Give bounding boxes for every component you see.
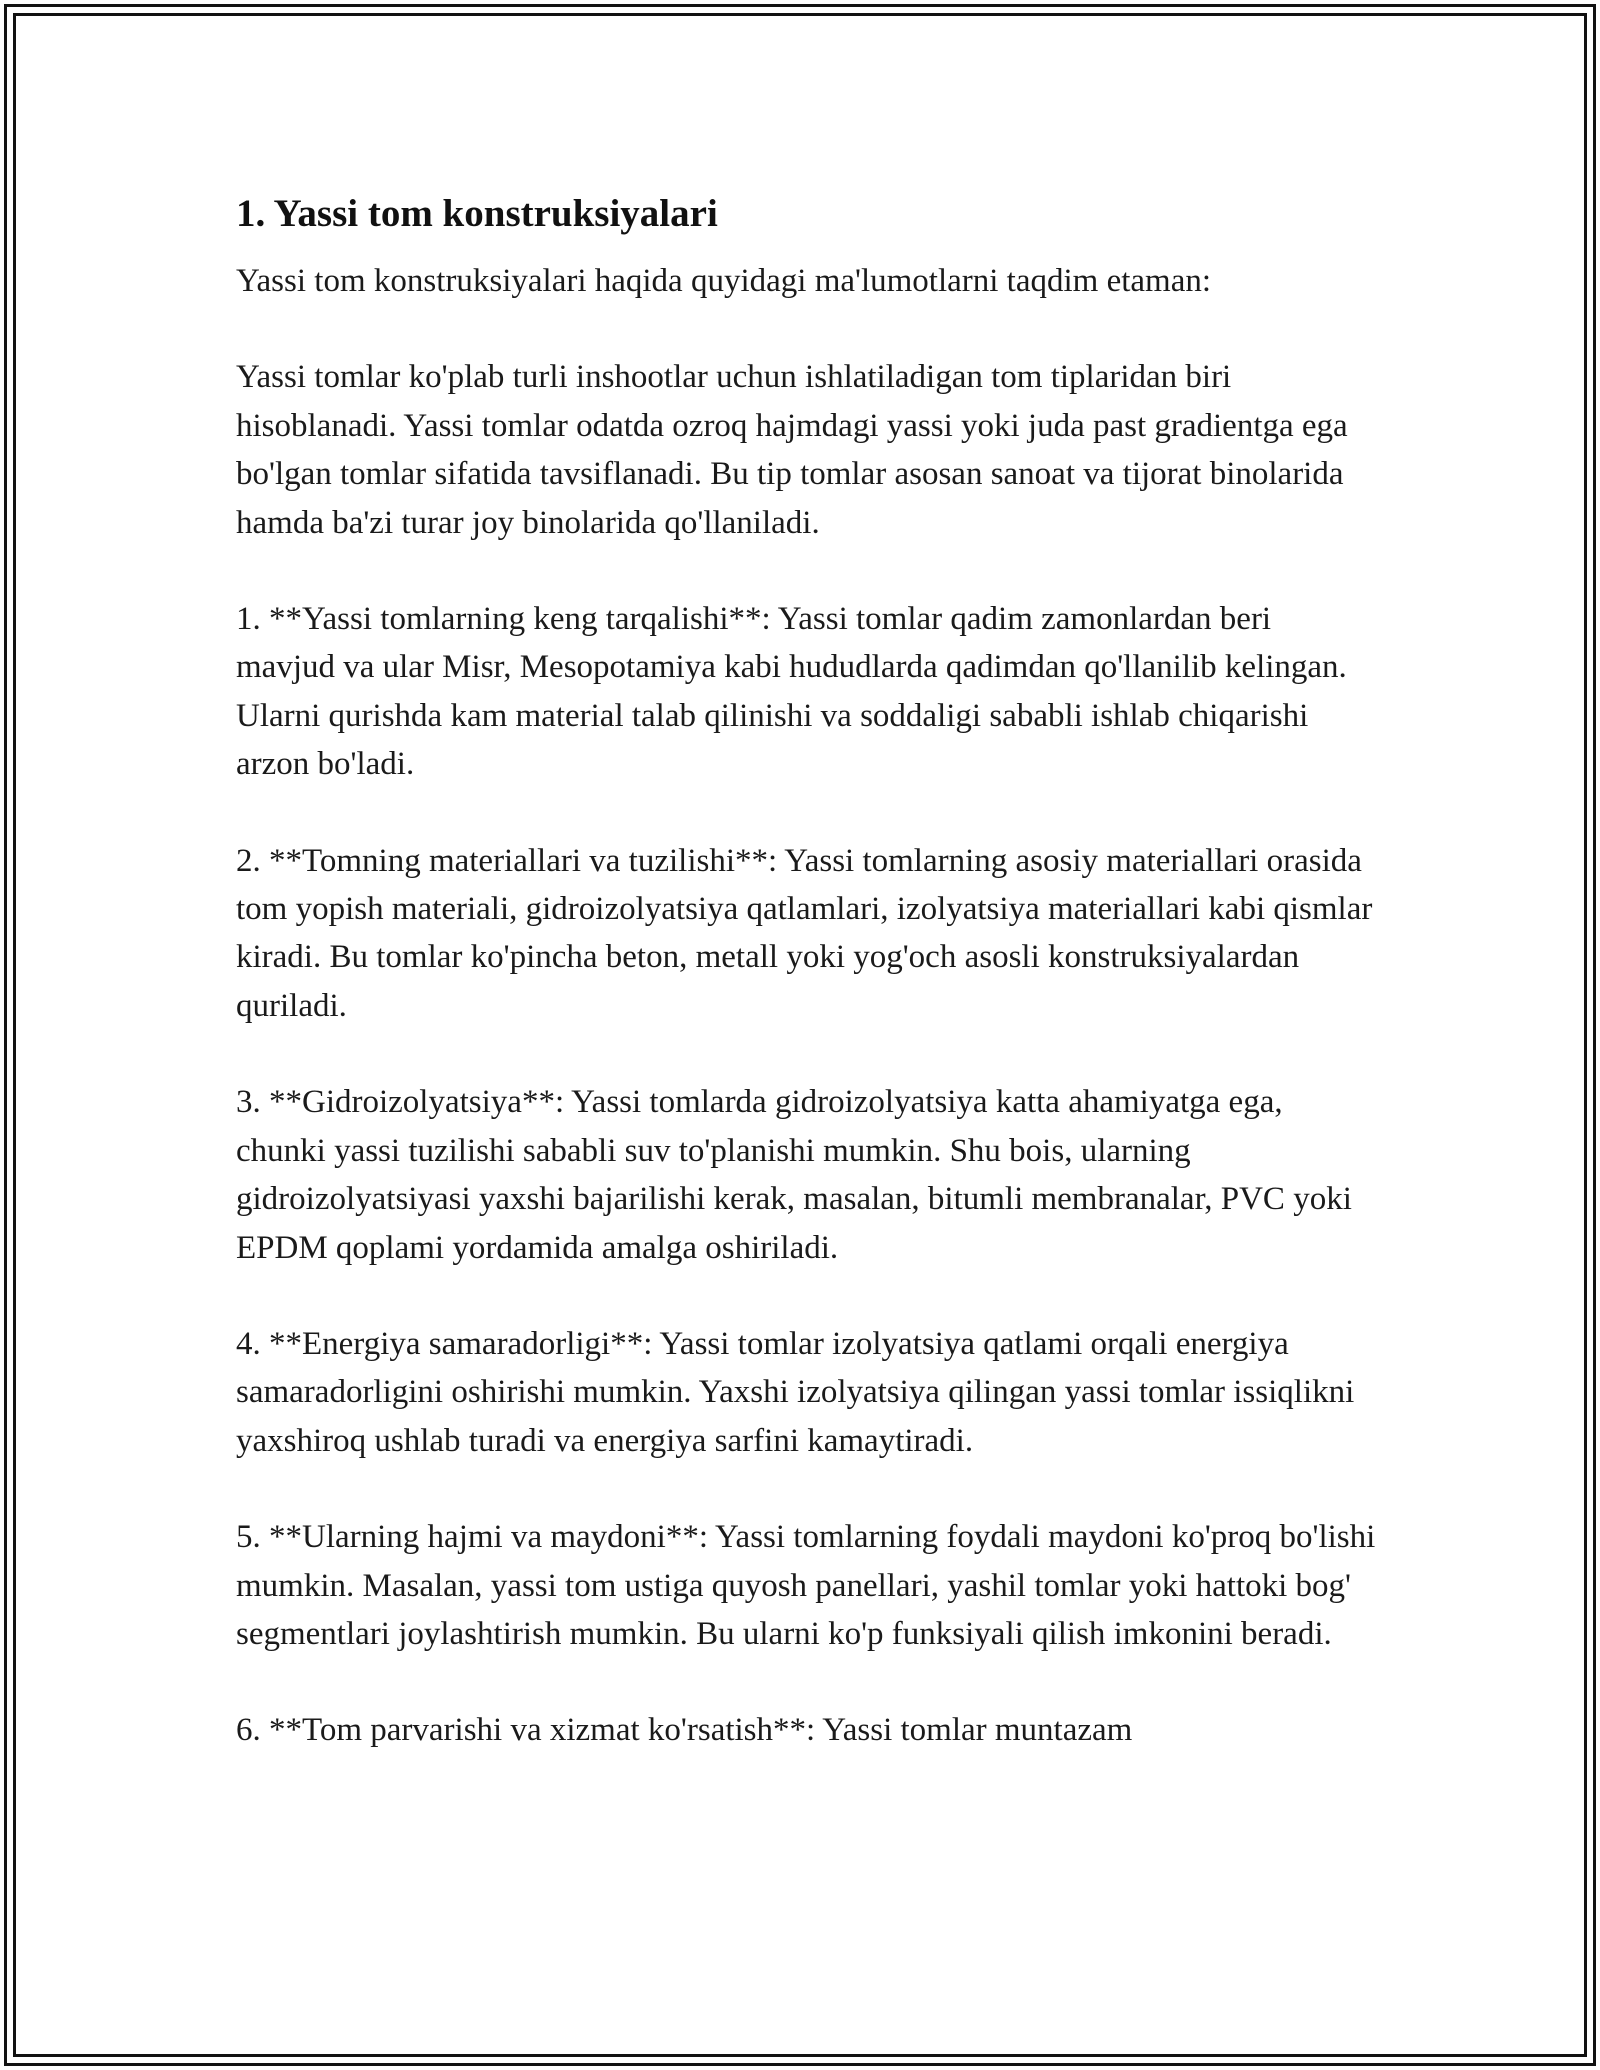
paragraph-item-1: 1. **Yassi tomlarning keng tarqalishi**: Yassi tomlar qadim zamonlardan beri mavjud va ular Misr, Mesopotamiya kabi hududlarda qadimdan qo'llanilib kelingan. Ularni qurishda kam material talab qilinishi va soddaligi sababli ishlab chiqarishi arzon bo'ladi. bbox=[236, 601, 1347, 783]
document-body bbox=[236, 186, 1376, 1755]
paragraph-overview: Yassi tomlar ko'plab turli inshootlar uchun ishlatiladigan tom tiplaridan biri hisoblanadi. Yassi tomlar odatda ozroq hajmdagi yassi yoki juda past gradientga ega bo'lgan tomlar sifatida tavsiflanadi. Bu tip tomlar asosan sanoat va tijorat binolarida hamda ba'zi turar joy binolarida qo'llaniladi. bbox=[236, 359, 1348, 541]
paragraph-item-3: 3. **Gidroizolyatsiya**: Yassi tomlarda gidroizolyatsiya katta ahamiyatga ega, chunki yassi tuzilishi sababli suv to'planishi mumkin. Shu bois, ularning gidroizolyatsiyasi yaxshi bajarilishi kerak, masalan, bitumli membranalar, PVC yoki EPDM qoplami yordamida amalga oshiriladi. bbox=[236, 1084, 1352, 1266]
document-title: 1. Yassi tom konstruksiyalari bbox=[236, 192, 718, 235]
paragraph-item-5: 5. **Ularning hajmi va maydoni**: Yassi tomlarning foydali maydoni ko'proq bo'lishi mumkin. Masalan, yassi tom ustiga quyosh panellari, yashil tomlar yoki hattoki bog' segmentlari joylashtirish mumkin. Bu ularni ko'p funksiyali qilish imkonini beradi. bbox=[236, 1519, 1376, 1652]
paragraph-intro: Yassi tom konstruksiyalari haqida quyidagi ma'lumotlarni taqdim etaman: bbox=[236, 263, 1212, 299]
paragraph-item-4: 4. **Energiya samaradorligi**: Yassi tomlar izolyatsiya qatlami orqali energiya samaradorligini oshirishi mumkin. Yaxshi izolyatsiya qilingan yassi tomlar issiqlikni yaxshiroq ushlab turadi va energiya sarfini kamaytiradi. bbox=[236, 1325, 1355, 1459]
paragraph-item-2: 2. **Tomning materiallari va tuzilishi**: Yassi tomlarning asosiy materiallari orasida tom yopish materiali, gidroizolyatsiya qatlamlari, izolyatsiya materiallari kabi qismlar kiradi. Bu tomlar ko'pincha beton, metall yoki yog'och asosli konstruksiyalardan quriladi. bbox=[236, 842, 1373, 1024]
paragraph-item-6: 6. **Tom parvarishi va xizmat ko'rsatish**: Yassi tomlar muntazam bbox=[236, 1712, 1133, 1749]
